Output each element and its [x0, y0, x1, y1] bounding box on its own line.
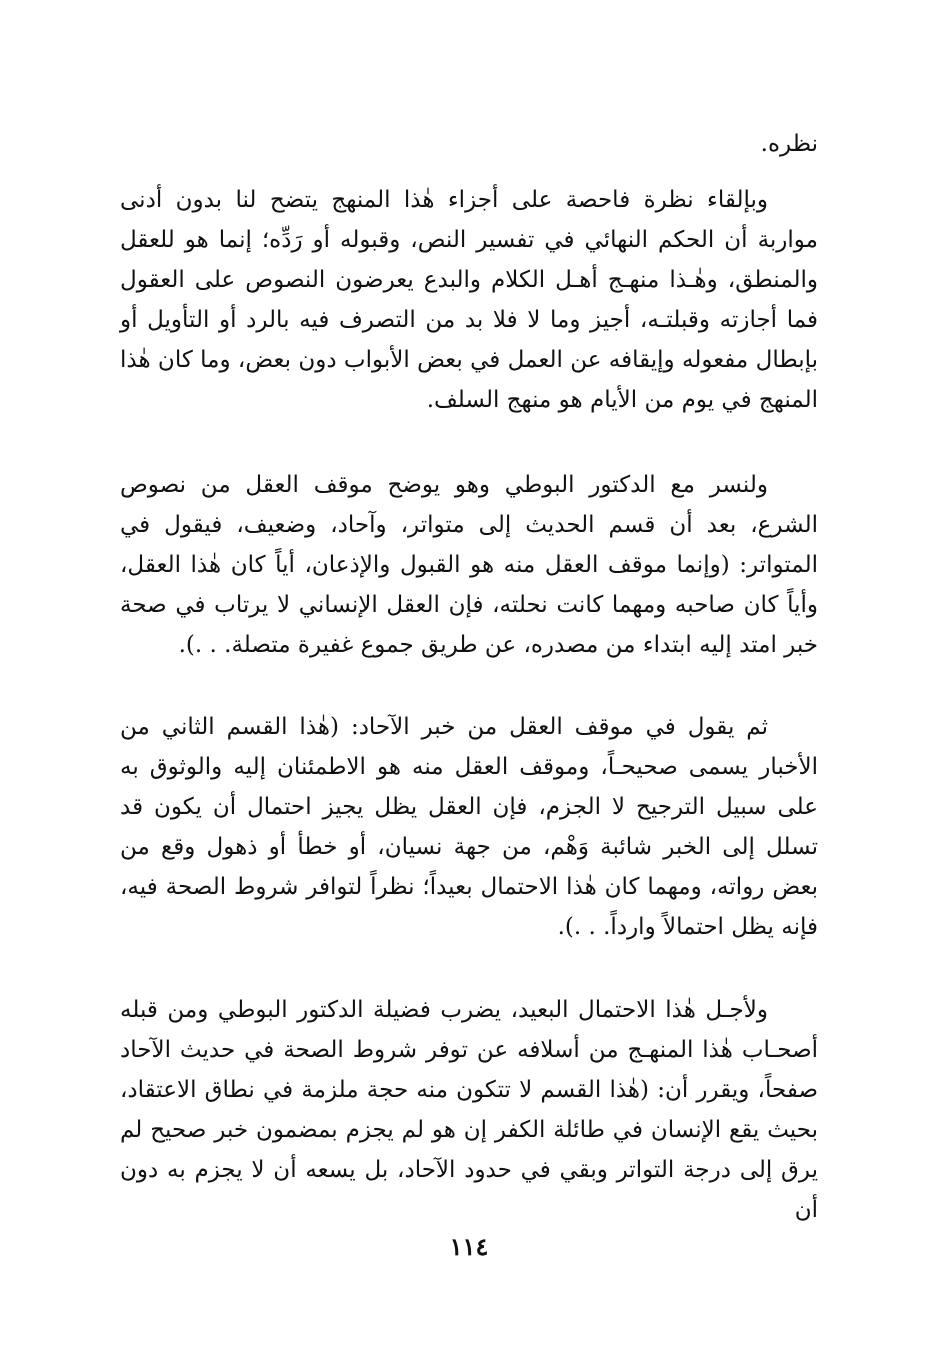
paragraph-continuation	[120, 124, 818, 164]
paragraph-1	[120, 180, 818, 420]
paragraph-text: نظره.	[760, 131, 818, 157]
paragraph-text: ثم يقول في موقف العقل من خبر الآحاد: (هٰذا القسم الثاني من الأخبار يسمى صحيحـاً، وموقف العقل منه هو الاطمئنان إليه والوثوق به على سبيل الترجيح لا الجزم، فإن العقل يظل يجيز احتمال أن يكون قد تسلل إلى الخبر شائبة وَهْم، من جهة نسيان، أو خطأ أو ذهول وقع من بعض رواته، ومهما كان هٰذا الاحتمال بعيداً؛ نظراً لتوافر شروط الصحة فيه، فإنه يظل احتمالاً وارداً. . .).	[120, 714, 818, 940]
paragraph-text: ولأجـل هٰذا الاحتمال البعيد، يضرب فضيلة الدكتور البوطي ومن قبله أصحـاب هٰذا المنهـج من أسلافه عن توفر شروط الصحة في حديث الآحاد صفحاً، ويقرر أن: (هٰذا القسم لا تتكون منه حجة ملزمة في نطاق الاعتقاد، بحيث يقع الإنسان في طائلة الكفر إن هو لم يجزم بمضمون خبر صحيح لم يرق إلى درجة التواتر وبقي في حدود الآحاد، بل يسعه أن لا يجزم به دون أن	[120, 997, 818, 1223]
paragraph-text: وبإلقاء نظرة فاحصة على أجزاء هٰذا المنهج يتضح لنا بدون أدنى مواربة أن الحكم النهائي في تفسير النص، وقبوله أو رَدِّه؛ إنما هو للعقل والمنطق، وهٰـذا منهـج أهـل الكلام والبدع يعرضون النصوص على العقول فما أجازته وقبلتـه، أجيز وما لا فلا بد من التصرف فيه بالرد أو التأويل أو بإبطال مفعوله وإيقافه عن العمل في بعض الأبواب دون بعض، وما كان هٰذا المنهج في يوم من الأيام هو منهج السلف.	[120, 187, 818, 413]
page-number: ١١٤	[449, 1232, 489, 1261]
paragraph-3	[120, 707, 818, 947]
paragraph-4	[120, 990, 818, 1230]
paragraph-2	[120, 465, 818, 665]
paragraph-text: ولنسر مع الدكتور البوطي وهو يوضح موقف العقل من نصوص الشرع، بعد أن قسم الحديث إلى متواتر، وآحاد، وضعيف، فيقول في المتواتر: (وإنما موقف العقل منه هو القبول والإذعان، أياً كان هٰذا العقل، وأياً كان صاحبه ومهما كانت نحلته، فإن العقل الإنساني لا يرتاب في صحة خبر امتد إليه ابتداء من مصدره، عن طريق جموع غفيرة متصلة. . .).	[120, 472, 818, 658]
